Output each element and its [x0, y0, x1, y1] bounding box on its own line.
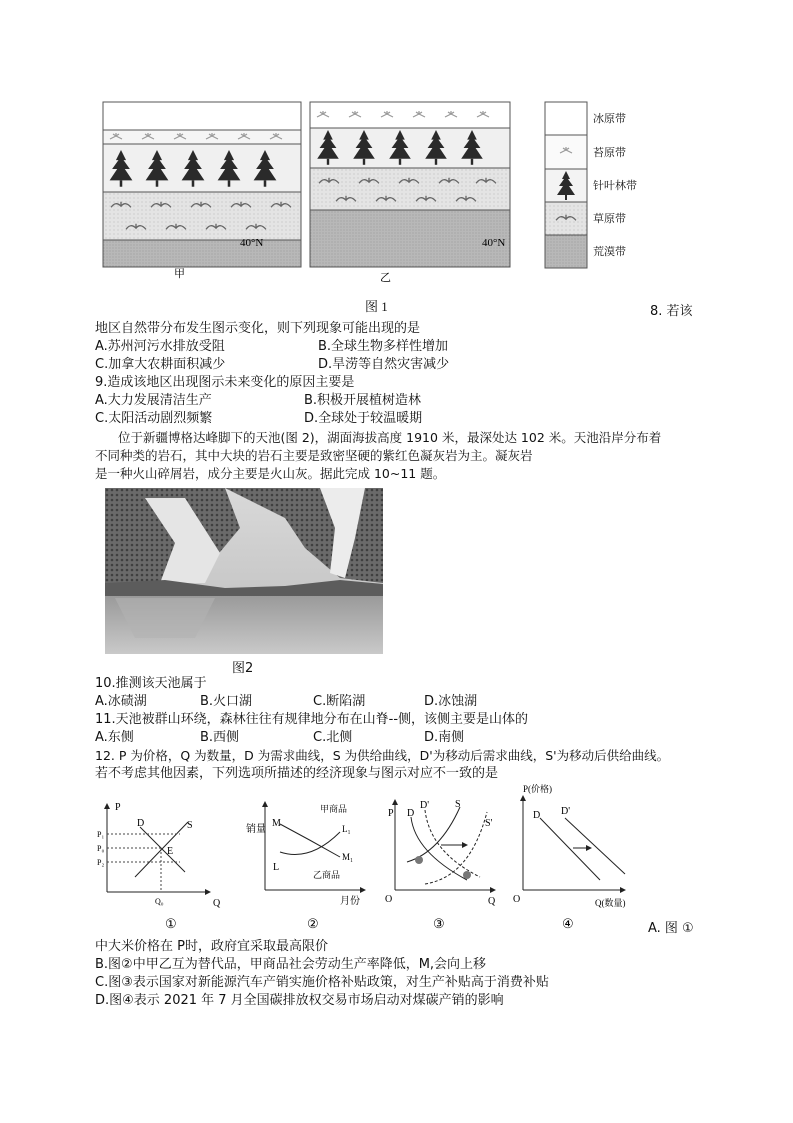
- svg-text:①: ①: [165, 916, 177, 931]
- q10-option-c: C.断陷湖: [313, 694, 366, 709]
- legend-label-desert: 荒漠带: [593, 245, 626, 258]
- svg-text:S: S: [187, 820, 193, 831]
- svg-text:甲商品: 甲商品: [320, 804, 348, 814]
- svg-text:Q₀: Q₀: [155, 897, 164, 906]
- q10-option-b: B.火口湖: [200, 694, 253, 709]
- q12-stem-2: 若不考虑其他因素，下列选项所描述的经济现象与图示对应不一致的是: [95, 766, 499, 781]
- svg-text:Q(数量): Q(数量): [595, 898, 626, 908]
- panel-jia: [103, 102, 301, 280]
- graph-4: [513, 783, 626, 931]
- q12-option-a-start: A. 图 ①: [648, 921, 694, 936]
- passage-line-3: 是一种火山碎屑岩，成分主要是火山灰。据此完成 10~11 题。: [95, 466, 446, 481]
- passage-line-1: 位于新疆博格达峰脚下的天池(图 2)，湖面海拔高度 1910 米，最深处达 102 米。天池沿岸分布着: [118, 430, 662, 445]
- q11-option-d: D.南侧: [424, 730, 465, 745]
- svg-text:P: P: [115, 802, 121, 813]
- q10-stem: 10.推测该天池属于: [95, 676, 207, 691]
- q9-option-a: A.大力发展清洁生产: [95, 393, 212, 408]
- q8-stem: 地区自然带分布发生图示变化，则下列现象可能出现的是: [95, 321, 421, 336]
- q9-option-d: D.全球处于较温暖期: [304, 411, 423, 426]
- svg-text:O: O: [385, 894, 393, 905]
- q8-stem-start: 8. 若该: [650, 304, 693, 319]
- passage-line-2: 不同种类的岩石，其中大块的岩石主要是致密坚硬的紫红色凝灰岩为主。凝灰岩: [95, 448, 533, 463]
- figure1-legend: [545, 102, 587, 268]
- q8-option-c: C.加拿大农耕面积减少: [95, 357, 226, 372]
- svg-text:S: S: [455, 799, 461, 810]
- svg-text:D: D: [137, 818, 145, 829]
- panel-yi-latitude: 40°N: [482, 237, 506, 249]
- q8-option-d: D.旱涝等自然灾害减少: [318, 357, 450, 372]
- panel-jia-latitude: 40°N: [240, 237, 264, 249]
- graph-2: [246, 802, 365, 931]
- svg-text:M₁: M₁: [342, 852, 354, 862]
- panel-yi-label: 乙: [380, 272, 391, 284]
- svg-text:L₁: L₁: [342, 824, 351, 834]
- svg-text:P: P: [388, 808, 394, 819]
- q10-option-d: D.冰蚀湖: [424, 694, 478, 709]
- svg-text:L: L: [273, 862, 280, 873]
- q8-option-b: B.全球生物多样性增加: [318, 339, 449, 354]
- q12-option-d: D.图④表示 2021 年 7 月全国碳排放权交易市场启动对煤碳产销的影响: [95, 993, 504, 1008]
- graph-3: [385, 799, 496, 931]
- svg-text:P₁: P₁: [97, 830, 105, 839]
- q12-option-b: B.图②中甲乙互为替代品，甲商品社会劳动生产率降低，M,会向上移: [95, 957, 487, 972]
- q11-option-c: C.北侧: [313, 730, 353, 745]
- svg-text:M: M: [272, 818, 281, 829]
- q8-option-a: A.苏州河污水排放受阻: [95, 339, 225, 354]
- q12-stem-1: 12. P 为价格，Q 为数量，D 为需求曲线，S 为供给曲线，D'为移动后需求曲线，S'为移动后供给曲线。: [95, 748, 670, 763]
- svg-text:P₀: P₀: [97, 844, 105, 853]
- legend-label-grassland: 草原带: [593, 212, 626, 225]
- q11-option-b: B.西侧: [200, 730, 240, 745]
- svg-text:Q: Q: [213, 898, 221, 909]
- graph-1: [97, 802, 221, 931]
- svg-text:月份: 月份: [340, 896, 360, 907]
- q10-option-a: A.冰碛湖: [95, 694, 147, 709]
- svg-text:②: ②: [307, 916, 319, 931]
- figure2-caption: 图2: [232, 661, 254, 676]
- svg-text:P₂: P₂: [97, 858, 105, 867]
- economic-graphs: [95, 782, 635, 932]
- svg-text:④: ④: [562, 916, 574, 931]
- q9-option-c: C.太阳活动剧烈频繁: [95, 411, 213, 426]
- svg-text:E: E: [167, 846, 174, 857]
- q12-option-c: C.图③表示国家对新能源汽车产销实施价格补贴政策，对生产补贴高于消费补贴: [95, 975, 549, 990]
- svg-text:D: D: [533, 810, 541, 821]
- svg-text:D: D: [407, 808, 415, 819]
- svg-text:O: O: [513, 894, 521, 905]
- q12-option-a: 中大米价格在 P时，政府宜采取最高限价: [95, 939, 328, 954]
- vegetation-zone-diagram: [100, 100, 700, 300]
- legend-label-conifer: 针叶林带: [593, 179, 637, 192]
- svg-text:D': D': [561, 806, 571, 817]
- panel-jia-label: 甲: [174, 268, 185, 280]
- panel-yi: [310, 102, 510, 267]
- q11-stem: 11.天池被群山环绕，森林往往有规律地分布在山脊--侧，该侧主要是山体的: [95, 712, 529, 727]
- q11-option-a: A.东侧: [95, 730, 134, 745]
- svg-text:销量: 销量: [246, 824, 266, 835]
- svg-text:乙商品: 乙商品: [313, 870, 341, 880]
- q9-stem: 9.造成该地区出现图示未来变化的原因主要是: [95, 375, 355, 390]
- figure-1: [100, 100, 700, 300]
- tianchi-lake-photo: [105, 488, 383, 654]
- svg-text:P(价格): P(价格): [523, 784, 552, 794]
- figure1-caption: 图 1: [365, 299, 388, 314]
- svg-text:D': D': [420, 800, 430, 811]
- q9-option-b: B.积极开展植树造林: [304, 393, 422, 408]
- legend-label-tundra: 苔原带: [593, 146, 626, 159]
- legend-label-ice: 冰原带: [593, 112, 626, 125]
- svg-text:S': S': [485, 818, 493, 829]
- svg-text:Q: Q: [488, 896, 496, 907]
- svg-text:③: ③: [433, 916, 445, 931]
